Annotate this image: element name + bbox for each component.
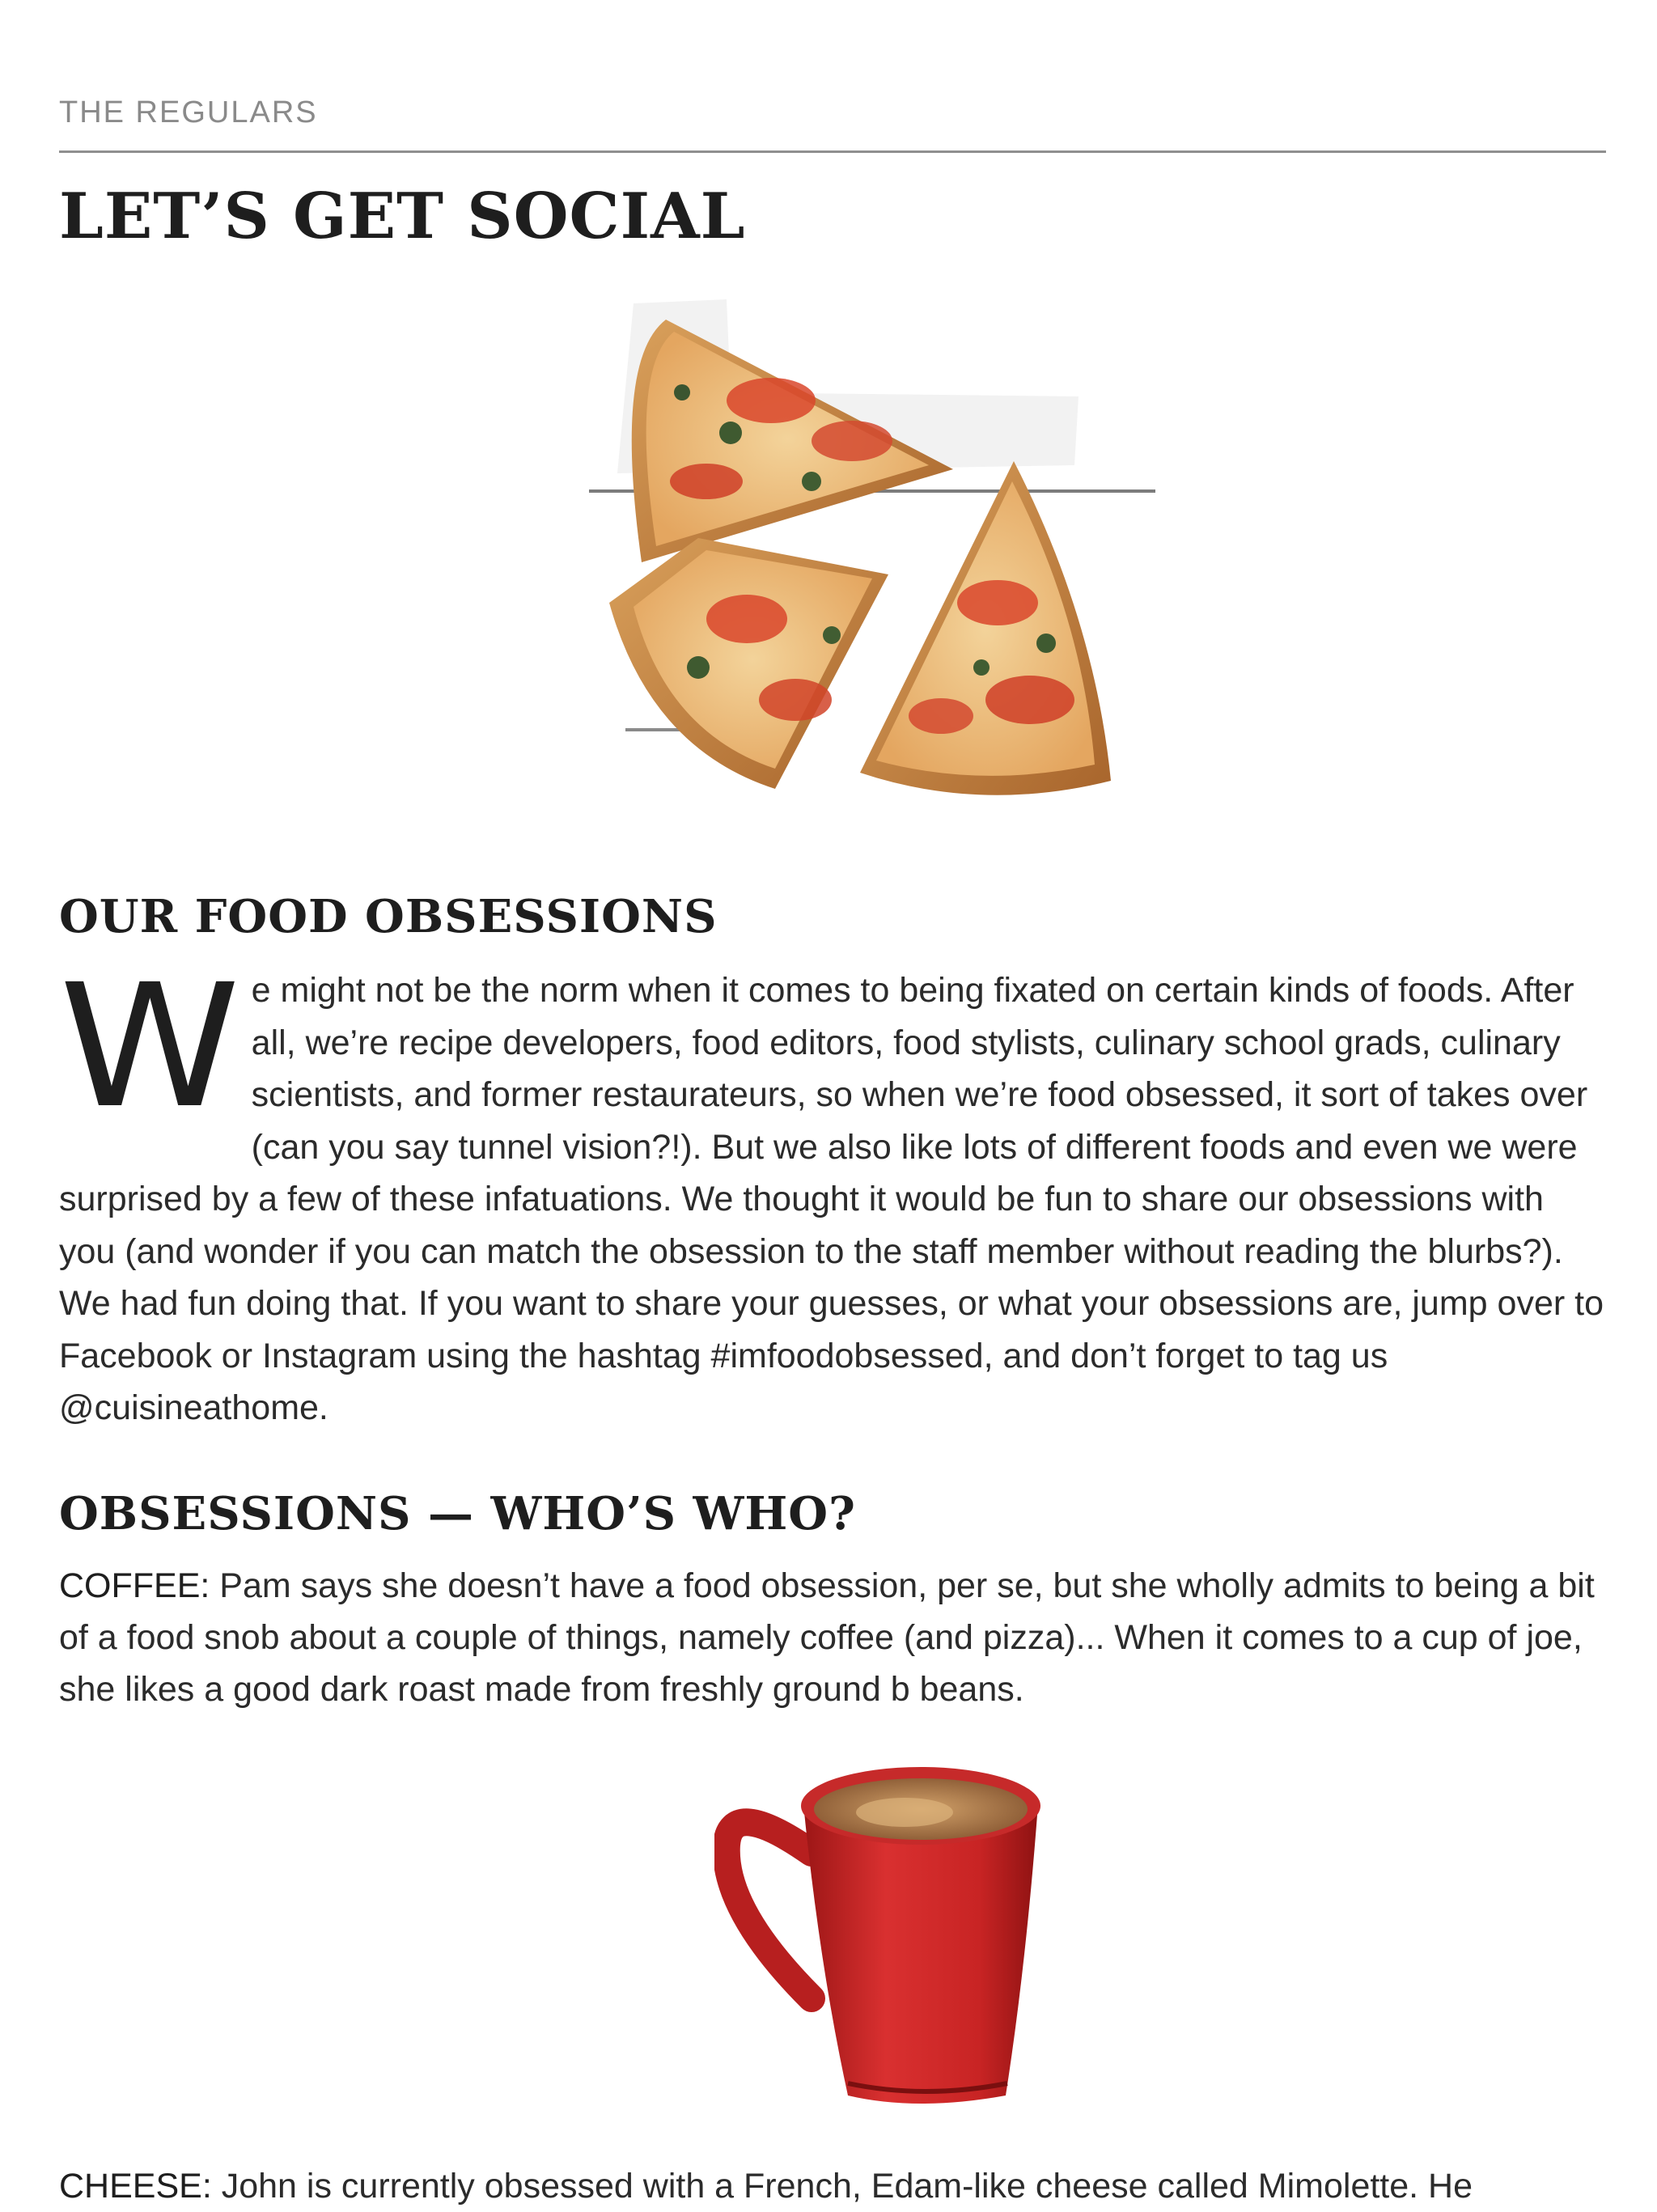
intro-text: e might not be the norm when it comes to being fixated on certain kinds of foods. After all, we’re recipe developers, food editors, food stylists, culinary school grads, culinary scientists, and former restaurateurs, so when we’re food obsessed, it sort of takes over (can you say tunnel vision?!). But we also like lots of different foods and even we were surprised by a few of these infatuations. We thought it would be fun to share our obsessions with you (and wonder if you can match the obsession to the staff member without reading the blurbs?). We had fun doing that. If you want to share your guesses, or what your obsessions are, jump over to Facebook or Instagram using the hashtag #imfoodobsessed, and don’t forget to tag us @cuisineathome. [59,971,1604,1427]
page-title: LET’S GET SOCIAL [59,180,746,253]
coffee-text: Pam says she doesn’t have a food obsession, per se, but she wholly admits to being a bit of a food snob about a couple of things, namely coffee (and pizza)... When it comes to a cup of joe, she likes a good dark roast made from freshly ground b beans. [59,1566,1595,1709]
cheese-label: CHEESE: [59,2167,212,2206]
section-heading-whos-who: OBSESSIONS — WHO’S WHO? [59,1487,856,1540]
intro-paragraph [59,947,1606,1434]
section-heading-obsessions: OUR FOOD OBSESSIONS [59,890,718,943]
red-coffee-mug-image [714,1756,1054,2112]
pizza-slice-right [860,461,1111,795]
coffee-paragraph [59,1560,1606,1715]
header-divider [59,150,1606,153]
cheese-text: John is currently obsessed with a French, Edam-like cheese called Mimolette. He [211,2167,1473,2206]
article-page [59,0,1606,2210]
coffee-label: COFFEE: [59,1566,210,1605]
pizza-slice-bottom-left [609,538,888,789]
cheese-paragraph [59,2160,1606,2212]
drop-cap: W [59,947,241,1146]
pizza-slices-image [528,295,1200,829]
section-label: THE REGULARS [59,95,318,129]
